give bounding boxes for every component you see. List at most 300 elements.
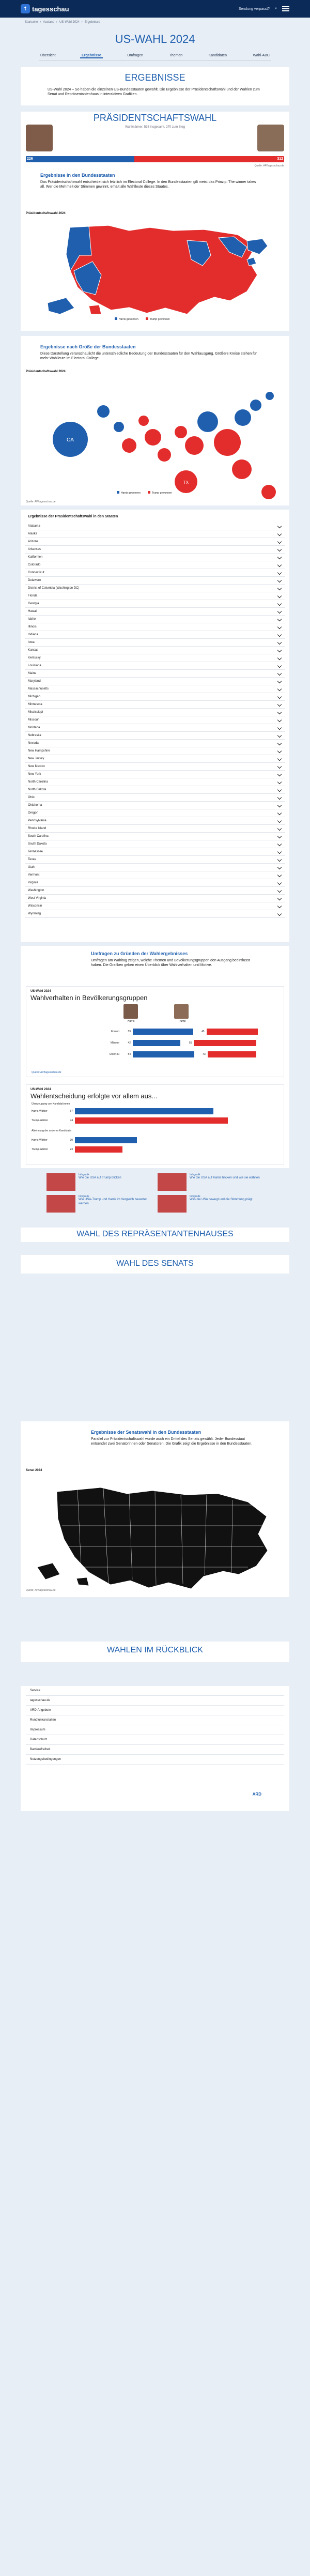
- state-row[interactable]: [25, 654, 285, 662]
- state-label: Louisiana: [28, 664, 41, 667]
- state-row[interactable]: [25, 592, 285, 600]
- footer-link[interactable]: ARD-Angebote: [26, 1706, 284, 1715]
- article-kicker: Infografik: [79, 1195, 89, 1198]
- state-results-map: [21, 212, 289, 331]
- state-row[interactable]: [25, 833, 285, 840]
- harris-value: 54: [128, 1053, 131, 1056]
- chevron-down-icon: [277, 656, 282, 660]
- state-row[interactable]: [25, 546, 285, 554]
- reason-bar: [75, 1108, 213, 1114]
- state-row[interactable]: [25, 561, 285, 569]
- chevron-down-icon: [277, 578, 282, 582]
- reason-label: Trump-Wähler: [32, 1119, 48, 1122]
- polls-paragraph: Umfragen am Wahltag zeigen, welche Themen und Bevölkerungsgruppen den Ausgang beeinflusst haben. Die Grafiken geben einen Überblick über Wahlverhalten und Motive.: [91, 959, 250, 968]
- state-row[interactable]: [25, 864, 285, 871]
- chevron-down-icon: [277, 702, 282, 707]
- us-map-svg: [21, 212, 289, 326]
- states-results-panel: [21, 510, 289, 942]
- president-title: PRÄSIDENTSCHAFTSWAHL: [93, 113, 217, 123]
- footer-link[interactable]: Nutzungsbedingungen: [26, 1755, 284, 1765]
- chevron-down-icon: [277, 912, 282, 916]
- chevron-down-icon: [277, 532, 282, 536]
- senate-text: [91, 1430, 256, 1447]
- senate-heading-panel: [21, 1255, 289, 1274]
- chevron-down-icon: [277, 842, 282, 846]
- tab-overview[interactable]: Übersicht: [40, 54, 56, 57]
- polls-text: [91, 951, 256, 968]
- reason-rows: [32, 1107, 280, 1154]
- bubble-label: Präsidentschaftswahl 2024: [26, 370, 66, 373]
- chevron-down-icon: [277, 524, 282, 528]
- state-label: Illinois: [28, 625, 37, 628]
- chevron-down-icon: [277, 757, 282, 761]
- chevron-down-icon: [277, 865, 282, 869]
- tab-results[interactable]: Ergebnisse: [80, 54, 103, 58]
- state-row[interactable]: [25, 771, 285, 778]
- reason-label: Harris-Wähler: [32, 1139, 48, 1142]
- bubble-source: Quelle: AP/tagesschau.de: [26, 500, 56, 503]
- group-row: [32, 1026, 280, 1037]
- article-tile[interactable]: [158, 1195, 264, 1213]
- chevron-down-icon: [277, 571, 282, 575]
- state-row[interactable]: [25, 647, 285, 654]
- state-row[interactable]: [25, 895, 285, 902]
- group-card-source[interactable]: Quelle: AP/tagesschau.de: [32, 1071, 61, 1074]
- brand-name: tagesschau: [32, 5, 69, 13]
- chevron-down-icon: [277, 586, 282, 590]
- state-map-legend: [115, 317, 170, 321]
- trump-avatar: [257, 125, 284, 151]
- tab-bar: [39, 54, 271, 61]
- reason-sub-2: Ablehnung der anderen Kandidatin: [32, 1129, 72, 1132]
- state-label: Colorado: [28, 563, 41, 566]
- state-label: Utah: [28, 866, 35, 869]
- state-row[interactable]: [25, 778, 285, 786]
- state-label: Massachusetts: [28, 687, 49, 691]
- trump-value: 45: [202, 1030, 205, 1033]
- reason-row: [32, 1107, 280, 1116]
- chevron-down-icon: [277, 788, 282, 792]
- chevron-down-icon: [277, 850, 282, 854]
- chevron-down-icon: [277, 679, 282, 683]
- ard-logo[interactable]: ARD: [252, 1792, 261, 1797]
- chevron-down-icon: [277, 609, 282, 614]
- chevron-down-icon: [277, 640, 282, 645]
- tab-candidates[interactable]: Kandidaten: [208, 54, 227, 57]
- state-label: Oregon: [28, 811, 39, 815]
- trump-small-name: Trump: [178, 1020, 186, 1023]
- president-subtitle: Wahlmänner, 538 insgesamt, 270 zum Sieg: [125, 126, 185, 129]
- state-label: Texas: [28, 858, 36, 861]
- state-label: Arizona: [28, 540, 39, 543]
- footer-link[interactable]: Service: [26, 1686, 284, 1696]
- chevron-down-icon: [277, 687, 282, 691]
- state-label: Mississippi: [28, 711, 43, 714]
- article-text: [79, 1173, 121, 1180]
- state-row[interactable]: [25, 554, 285, 561]
- state-row[interactable]: [25, 879, 285, 887]
- chevron-down-icon: [277, 904, 282, 908]
- tab-polls[interactable]: Umfragen: [127, 54, 143, 57]
- state-row[interactable]: [25, 577, 285, 585]
- bubble-legend: [117, 491, 172, 495]
- state-label: Oklahoma: [28, 804, 42, 807]
- state-row[interactable]: [25, 740, 285, 747]
- state-label: Vermont: [28, 873, 40, 877]
- state-row[interactable]: [25, 569, 285, 577]
- reason-row: [32, 1116, 280, 1125]
- state-label: New Mexico: [28, 765, 45, 768]
- article-text: [190, 1195, 253, 1202]
- group-row: [32, 1049, 280, 1060]
- results-intro: US-Wahl 2024 – So haben die einzelnen US-Bundesstaaten gewählt. Die Ergebnisse der Präsidentschaftswahl und der Wahlen zum Senat und Repräsentantenhaus in interaktiven Grafiken.: [48, 88, 260, 97]
- bubble-paragraph: Diese Darstellung veranschaulicht die unterschiedliche Bedeutung der Bundesstaaten für den Wahlausgang. Größere Kreise stehen für mehr Wahlleute im Electoral College.: [40, 352, 257, 361]
- search-link[interactable]: Sendung verpasst?: [238, 7, 270, 11]
- logo-icon: t: [21, 4, 30, 13]
- state-label: South Dakota: [28, 842, 47, 846]
- reason-card-kicker: US-Wahl 2024: [30, 1088, 51, 1091]
- article-title: Wie USA-Trump und Harris im Vergleich bewertet werden: [79, 1198, 147, 1205]
- president-panel: [21, 112, 289, 212]
- state-row[interactable]: [25, 538, 285, 546]
- past-heading-panel: [21, 1642, 289, 1662]
- breadcrumb-current: Ergebnisse: [84, 21, 100, 24]
- chevron-down-icon: [277, 555, 282, 559]
- harris-votes: 226: [27, 157, 33, 161]
- state-row[interactable]: [25, 786, 285, 794]
- group-label: Männer: [111, 1041, 119, 1045]
- state-list: [25, 523, 285, 918]
- state-label: New York: [28, 773, 41, 776]
- state-label: Kansas: [28, 649, 39, 652]
- house-heading-panel: [21, 1228, 289, 1242]
- chevron-down-icon: [277, 617, 282, 621]
- chevron-down-icon: [277, 741, 282, 745]
- state-row[interactable]: [25, 693, 285, 701]
- bubble-heading: Ergebnisse nach Größe der Bundesstaaten: [40, 344, 136, 349]
- harris-bar: [133, 1029, 193, 1035]
- reason-value: 67: [70, 1110, 73, 1113]
- state-label: Georgia: [28, 602, 39, 605]
- state-row[interactable]: [25, 600, 285, 608]
- senate-paragraph: Parallel zur Präsidentschaftswahl wurde auch ein Drittel des Senats gewählt. Jeder Bundesstaat entsendet zwei Senatorinnen oder Senatoren. Die Grafik zeigt die Ergebnisse in den Bundesstaaten.: [91, 1437, 253, 1446]
- state-row[interactable]: [25, 794, 285, 802]
- state-label: Idaho: [28, 618, 36, 621]
- footer-link[interactable]: Impressum: [26, 1725, 284, 1735]
- article-tile[interactable]: [47, 1195, 152, 1213]
- chevron-down-icon: [277, 733, 282, 738]
- state-label: Iowa: [28, 641, 35, 644]
- state-row[interactable]: [25, 747, 285, 755]
- chevron-down-icon: [277, 803, 282, 807]
- state-label: Indiana: [28, 633, 38, 636]
- state-row[interactable]: [25, 848, 285, 856]
- state-row[interactable]: [25, 662, 285, 670]
- state-label: Ohio: [28, 796, 35, 799]
- state-row[interactable]: [25, 678, 285, 685]
- reason-value: 30: [70, 1139, 73, 1142]
- reason-value: 23: [70, 1148, 73, 1151]
- search-icon[interactable]: ⌕: [275, 7, 277, 10]
- states-map-text: [40, 173, 257, 190]
- chevron-down-icon: [277, 648, 282, 652]
- state-row[interactable]: [25, 608, 285, 616]
- article-tile[interactable]: [158, 1173, 264, 1191]
- harris-bar: [133, 1051, 194, 1057]
- state-row[interactable]: [25, 902, 285, 910]
- state-row[interactable]: [25, 755, 285, 763]
- top-navigation: [0, 0, 310, 18]
- state-label: Tennessee: [28, 850, 43, 853]
- legend-trump: Trump gewonnen: [149, 318, 170, 321]
- footer-link[interactable]: Datenschutz: [26, 1735, 284, 1745]
- chevron-down-icon: [277, 819, 282, 823]
- state-label: Rhode Island: [28, 827, 47, 830]
- tagesschau-logo[interactable]: [21, 4, 69, 13]
- article-title: Wie die USA auf Trump blicken: [79, 1176, 121, 1179]
- state-label: New Jersey: [28, 757, 44, 760]
- state-label: District of Columbia (Washington DC): [28, 587, 80, 590]
- state-label: Washington: [28, 889, 44, 892]
- legend-harris: Harris gewonnen: [119, 318, 138, 321]
- state-row[interactable]: [25, 685, 285, 693]
- footer-panel: [21, 1686, 289, 1811]
- chevron-down-icon: [277, 547, 282, 551]
- state-label: Nebraska: [28, 734, 41, 737]
- state-row[interactable]: [25, 623, 285, 631]
- breadcrumb: Startseite › Ausland › US-Wahl 2024 › Ergebnisse: [25, 21, 100, 24]
- chevron-down-icon: [277, 594, 282, 598]
- state-label: North Carolina: [28, 780, 48, 784]
- state-row[interactable]: [25, 809, 285, 817]
- trump-bar: [207, 1029, 258, 1035]
- state-row[interactable]: [25, 523, 285, 530]
- reason-card-title: Wahlentscheidung erfolgte vor allem aus...: [30, 1092, 158, 1100]
- article-title: Was die USA bewegt und die Stimmung prägt: [190, 1198, 253, 1201]
- state-row[interactable]: [25, 856, 285, 864]
- chevron-down-icon: [277, 857, 282, 862]
- reason-label: Trump-Wähler: [32, 1148, 48, 1151]
- states-header: Ergebnisse der Präsidentschaftswahl in den Staaten: [28, 515, 118, 518]
- article-text: [79, 1195, 152, 1206]
- chevron-down-icon: [277, 625, 282, 629]
- state-row[interactable]: [25, 825, 285, 833]
- tile-grid: [21, 1173, 289, 1213]
- state-row[interactable]: [25, 716, 285, 724]
- state-label: Wisconsin: [28, 904, 42, 908]
- state-row[interactable]: [25, 910, 285, 918]
- state-label: Nevada: [28, 742, 39, 745]
- reason-bar: [75, 1117, 228, 1124]
- harris-bar: [26, 156, 134, 162]
- reason-row: [32, 1136, 280, 1145]
- state-label: Wyoming: [28, 912, 41, 915]
- menu-icon[interactable]: [282, 6, 289, 11]
- tab-topics[interactable]: Themen: [169, 54, 183, 57]
- state-label: Kalifornien: [28, 556, 43, 559]
- chevron-down-icon: [277, 726, 282, 730]
- state-label: Alabama: [28, 525, 40, 528]
- chevron-down-icon: [277, 780, 282, 784]
- state-row[interactable]: [25, 887, 285, 895]
- chevron-down-icon: [277, 873, 282, 877]
- state-label: Connecticut: [28, 571, 44, 574]
- state-label: Missouri: [28, 718, 40, 722]
- state-label: North Dakota: [28, 788, 47, 791]
- svg-text:CA: CA: [67, 437, 74, 443]
- state-row[interactable]: [25, 585, 285, 592]
- state-label: Maryland: [28, 680, 41, 683]
- chevron-down-icon: [277, 540, 282, 544]
- senate-map: [26, 1474, 284, 1596]
- state-label: South Carolina: [28, 835, 49, 838]
- bubble-panel: [21, 336, 289, 505]
- trump-value: 55: [189, 1041, 192, 1045]
- group-card-kicker: US-Wahl 2024: [30, 990, 51, 993]
- reason-row: [32, 1145, 280, 1154]
- state-label: West Virginia: [28, 897, 47, 900]
- footer-link[interactable]: Barrierefreiheit: [26, 1745, 284, 1755]
- article-image: [47, 1195, 75, 1213]
- bubble-legend-harris: Harris gewonnen: [121, 492, 141, 495]
- house-title: WAHL DES REPRÄSENTANTENHAUSES: [76, 1230, 234, 1238]
- chevron-down-icon: [277, 772, 282, 776]
- group-label: Frauen: [111, 1030, 119, 1033]
- state-label: Hawaii: [28, 610, 38, 613]
- trump-small-avatar: [174, 1004, 189, 1019]
- state-label: Maine: [28, 672, 37, 675]
- group-label: Unter 30: [109, 1053, 119, 1056]
- breadcrumb-uswahl[interactable]: US-Wahl 2024: [59, 21, 80, 24]
- state-label: New Hampshire: [28, 749, 50, 753]
- state-label: Kentucky: [28, 656, 41, 660]
- chevron-down-icon: [277, 664, 282, 668]
- footer-link[interactable]: tagesschau.de: [26, 1696, 284, 1706]
- state-label: Virginia: [28, 881, 38, 884]
- state-row[interactable]: [25, 817, 285, 825]
- polls-panel: [21, 946, 289, 1168]
- reason-value: 74: [70, 1119, 73, 1122]
- article-text: [190, 1173, 260, 1180]
- chevron-down-icon: [277, 764, 282, 769]
- source-label: Quelle: AP/tagesschau.de: [254, 164, 284, 167]
- article-tile[interactable]: [47, 1173, 152, 1191]
- chevron-down-icon: [277, 888, 282, 893]
- harris-small-name: Harris: [128, 1020, 135, 1023]
- chevron-down-icon: [277, 795, 282, 800]
- harris-bar: [133, 1040, 180, 1046]
- article-image: [47, 1173, 75, 1191]
- chevron-down-icon: [277, 602, 282, 606]
- group-row: [32, 1037, 280, 1049]
- state-map-heading: Ergebnisse in den Bundesstaaten: [40, 173, 115, 178]
- state-row[interactable]: [25, 724, 285, 732]
- state-row[interactable]: [25, 802, 285, 809]
- senate-title: WAHL DES SENATS: [116, 1259, 194, 1268]
- trump-votes: 312: [277, 157, 283, 161]
- chevron-down-icon: [277, 718, 282, 722]
- polls-heading: Umfragen zu Gründen der Wahlergebnisses: [91, 951, 188, 956]
- state-label: Pennsylvania: [28, 819, 47, 822]
- bubble-chart: [26, 375, 284, 502]
- state-row[interactable]: [25, 616, 285, 623]
- footer-links: [26, 1686, 284, 1765]
- state-row[interactable]: [25, 670, 285, 678]
- chevron-down-icon: [277, 826, 282, 831]
- results-intro-panel: [21, 67, 289, 105]
- state-row[interactable]: [25, 732, 285, 740]
- reason-bar: [75, 1137, 137, 1143]
- reason-label: Harris-Wähler: [32, 1110, 48, 1113]
- state-label: Delaware: [28, 579, 41, 582]
- state-row[interactable]: [25, 709, 285, 716]
- reason-bar: [75, 1146, 122, 1153]
- group-card-title: Wahlverhalten in Bevölkerungsgruppen: [30, 994, 148, 1002]
- senate-map-label: Senat 2024: [26, 1469, 42, 1472]
- state-row[interactable]: [25, 639, 285, 647]
- state-row[interactable]: [25, 840, 285, 848]
- article-kicker: Infografik: [190, 1195, 200, 1198]
- senate-section-heading: Ergebnisse der Senatswahl in den Bundesstaaten: [91, 1430, 202, 1435]
- past-title: WAHLEN IM RÜCKBLICK: [106, 1646, 204, 1654]
- reason-card: [26, 1084, 284, 1165]
- chevron-down-icon: [277, 695, 282, 699]
- chevron-down-icon: [277, 749, 282, 753]
- state-row[interactable]: [25, 530, 285, 538]
- chevron-down-icon: [277, 811, 282, 815]
- page-title: US-WAHL 2024: [115, 33, 195, 45]
- state-label: Alaska: [28, 532, 38, 535]
- state-label: Florida: [28, 594, 38, 597]
- trump-bar: [208, 1051, 257, 1057]
- harris-value: 53: [128, 1030, 131, 1033]
- article-title: Wie die USA auf Harris blicken und wie sie wählten: [190, 1176, 260, 1179]
- article-kicker: Infografik: [79, 1173, 89, 1176]
- electoral-bar: [26, 156, 284, 162]
- chevron-down-icon: [277, 563, 282, 567]
- state-map-paragraph: Das Präsidentschaftswahl entscheidet sich letztlich im Electoral College. In den Bundesstaaten gilt meist das Prinzip: The winner takes all. Wer die Mehrheit der Stimmen gewinnt, erhält alle Wahlleute dieses Staates.: [40, 180, 256, 189]
- state-row[interactable]: [25, 631, 285, 639]
- article-kicker: Infografik: [190, 1173, 200, 1176]
- senate-map-panel: [21, 1421, 289, 1597]
- chevron-down-icon: [277, 896, 282, 900]
- breadcrumb-home[interactable]: Startseite: [25, 21, 38, 24]
- harris-value: 42: [128, 1041, 131, 1045]
- reason-sub-1: Überzeugung von Kandidat:innen: [32, 1102, 70, 1106]
- footer-link[interactable]: Rundfunkanstalten: [26, 1715, 284, 1725]
- chevron-down-icon: [277, 834, 282, 838]
- senate-source: Quelle: AP/tagesschau.de: [26, 1589, 56, 1592]
- state-label: Montana: [28, 726, 40, 729]
- state-label: Minnesota: [28, 703, 42, 706]
- article-image: [158, 1173, 187, 1191]
- article-image: [158, 1195, 187, 1213]
- svg-text:TX: TX: [183, 480, 189, 485]
- state-row[interactable]: [25, 701, 285, 709]
- trump-value: 43: [203, 1053, 206, 1056]
- results-title: ERGEBNISSE: [125, 72, 185, 83]
- group-card: [26, 986, 284, 1077]
- breadcrumb-ausland[interactable]: Ausland: [43, 21, 55, 24]
- bubble-text: [40, 344, 257, 361]
- state-row[interactable]: [25, 871, 285, 879]
- state-row[interactable]: [25, 763, 285, 771]
- tab-election-abc[interactable]: Wahl-ABC: [253, 54, 270, 57]
- group-rows: [32, 1026, 280, 1060]
- trump-bar: [194, 1040, 256, 1046]
- harris-avatar: [26, 125, 53, 151]
- state-label: Michigan: [28, 695, 41, 698]
